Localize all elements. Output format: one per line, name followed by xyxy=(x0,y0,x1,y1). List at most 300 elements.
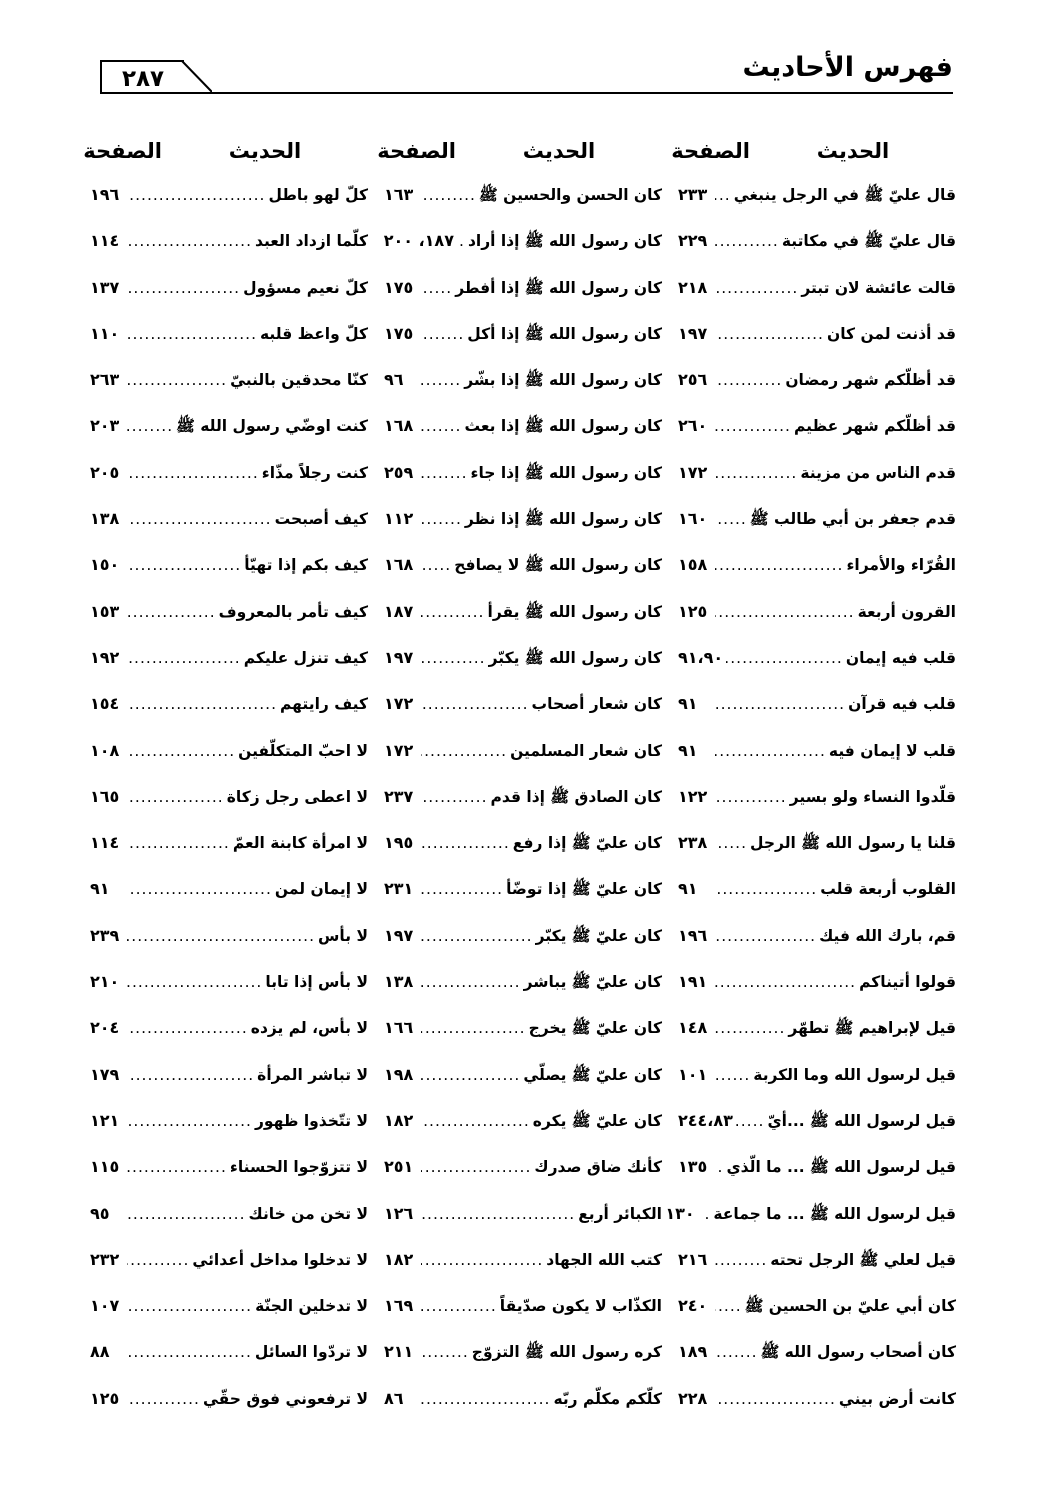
dot-leader xyxy=(421,691,529,717)
dot-leader xyxy=(127,228,252,254)
dot-leader xyxy=(702,1201,710,1227)
hadith-text: لا بأس، لم يزده xyxy=(250,1019,368,1038)
index-entry xyxy=(90,367,368,413)
hadith-text: كيف أصبحت xyxy=(274,510,368,529)
hadith-text: قيل لعلي ﷺ الرجل تحته xyxy=(770,1250,956,1269)
index-entry xyxy=(90,1154,368,1200)
index-entry xyxy=(90,691,368,737)
page-reference: ١٧٢ xyxy=(384,740,414,760)
hadith-text: كان رسول الله ﷺ إذا أفطر xyxy=(455,278,662,297)
dot-leader xyxy=(127,830,230,856)
page-reference: ١٦٠ xyxy=(678,509,708,529)
index-entries xyxy=(665,182,956,1432)
dot-leader xyxy=(421,1247,543,1273)
hadith-column-label: الحديث xyxy=(228,139,302,163)
index-entry xyxy=(90,738,368,784)
index-entry xyxy=(384,1201,662,1247)
index-entry xyxy=(384,1062,662,1108)
hadith-text: لا تردّوا السائل xyxy=(254,1343,368,1362)
hadith-text: كلّكم مكلّم ربّه xyxy=(553,1389,662,1408)
page-reference: ١٨٩ xyxy=(678,1342,708,1362)
hadith-text: كان رسول الله ﷺ إذا أكل xyxy=(467,324,662,343)
dot-leader xyxy=(715,784,787,810)
dot-leader xyxy=(715,228,779,254)
index-entry xyxy=(678,1386,956,1432)
dot-leader xyxy=(715,830,747,856)
index-entry xyxy=(678,413,956,459)
page-reference: ١٩٧ xyxy=(678,323,708,343)
hadith-text: لا اعطى رجل زكاة xyxy=(226,787,368,806)
index-entry xyxy=(384,1293,662,1339)
page-reference: ٩١ xyxy=(678,694,698,714)
dot-leader xyxy=(715,552,843,578)
page-reference: ٢٠٤ xyxy=(90,1018,120,1038)
index-entry xyxy=(678,1339,956,1385)
index-entry xyxy=(678,182,956,228)
index-entry xyxy=(90,1293,368,1339)
index-entry xyxy=(384,599,662,645)
page-reference: ١٩٥ xyxy=(384,833,414,853)
page-reference: ٨٦ xyxy=(384,1388,404,1408)
index-entry xyxy=(90,228,368,274)
index-entry xyxy=(665,1201,956,1247)
page-reference: ١٩١ xyxy=(678,972,708,992)
index-entry xyxy=(90,1247,368,1293)
dot-leader xyxy=(421,1108,530,1134)
index-entry xyxy=(90,645,368,691)
page-reference: ١١٠ xyxy=(90,323,120,343)
page-reference: ١٩٢ xyxy=(90,647,120,667)
hadith-text: كان رسول الله ﷺ إذا بعث xyxy=(464,417,662,436)
page-reference: ١٣٨ xyxy=(90,509,120,529)
dot-leader xyxy=(127,738,235,764)
hadith-text: كلّما ازداد العبد xyxy=(255,232,368,251)
page-reference: ١٨٢ xyxy=(384,1249,414,1269)
index-entries xyxy=(90,182,368,1432)
hadith-text: كنت اوضّي رسول الله ﷺ xyxy=(176,417,368,436)
hadith-text: لا إيمان لمن xyxy=(274,880,368,899)
page-reference: ٢١١ xyxy=(384,1342,414,1362)
page-reference: ١٣٠ xyxy=(665,1203,695,1223)
index-entry xyxy=(90,552,368,598)
index-entry xyxy=(90,413,368,459)
hadith-text: كيف رايتهم xyxy=(280,695,368,714)
index-title: فهرس الأحاديث xyxy=(742,52,953,83)
page-reference: ٢٣٨ xyxy=(678,833,708,853)
dot-leader xyxy=(421,1062,520,1088)
index-entry xyxy=(384,413,662,459)
hadith-text: لا تتّخذوا ظهور xyxy=(254,1111,368,1130)
hadith-text: قيل لرسول الله ﷺ ... ما جماعة xyxy=(713,1204,956,1223)
page-reference: ١٦٩ xyxy=(384,1296,414,1316)
dot-leader xyxy=(715,460,797,486)
index-entry xyxy=(678,460,956,506)
index-entry xyxy=(678,1247,956,1293)
index-column-2 xyxy=(377,135,662,1432)
dot-leader xyxy=(127,1339,252,1365)
index-entry xyxy=(90,460,368,506)
page-reference: ١٢٥ xyxy=(678,601,708,621)
hadith-text: لا ترفعوني فوق حقّي xyxy=(202,1389,368,1408)
dot-leader xyxy=(127,413,173,439)
hadith-text: القلوب أربعة قلب xyxy=(820,880,956,899)
hadith-text: كان عليّ ﷺ يصلّي xyxy=(523,1065,662,1084)
index-entry xyxy=(678,784,956,830)
index-entry xyxy=(90,1339,368,1385)
dot-leader xyxy=(127,876,272,902)
page-reference: ١١٢ xyxy=(384,509,414,529)
dot-leader xyxy=(127,1108,252,1134)
dot-leader xyxy=(127,599,216,625)
page-reference: ٢٦٣ xyxy=(90,370,120,390)
dot-leader xyxy=(421,367,461,393)
page-reference: ٢٢٩ xyxy=(678,231,708,251)
dot-leader xyxy=(421,1339,469,1365)
hadith-text: لا احبّ المتكلّفين xyxy=(238,741,368,760)
hadith-text: كلّ نعيم مسؤول xyxy=(243,278,368,297)
index-entry xyxy=(384,321,662,367)
page-reference: ١٦٨ xyxy=(384,555,414,575)
dot-leader xyxy=(457,228,465,254)
dot-leader xyxy=(421,321,464,347)
page-reference: ٢٦٠ xyxy=(678,416,708,436)
dot-leader xyxy=(715,1386,836,1412)
dot-leader xyxy=(127,275,240,301)
index-entry xyxy=(90,1108,368,1154)
dot-leader xyxy=(715,367,782,393)
page-reference: ٢١٨ xyxy=(678,277,708,297)
hadith-text: قيل لرسول الله ﷺ ...أيّ xyxy=(767,1111,956,1130)
hadith-text: كلّ واعظ قلبه xyxy=(260,324,368,343)
page-reference: ١٥٨ xyxy=(678,555,708,575)
index-entry xyxy=(384,691,662,737)
hadith-text: كان رسول الله ﷺ إذا بشّر xyxy=(464,371,662,390)
column-header xyxy=(377,135,662,167)
index-entry xyxy=(384,506,662,552)
page-number-frame-slant xyxy=(176,60,212,93)
page-reference: ١٦٨ xyxy=(384,416,414,436)
dot-leader xyxy=(715,1062,750,1088)
dot-leader xyxy=(421,1386,550,1412)
page-reference: ١٦٦ xyxy=(384,1018,414,1038)
hadith-text: كان أبي عليّ بن الحسين ﷺ xyxy=(744,1297,956,1316)
dot-leader xyxy=(715,1293,742,1319)
index-entry xyxy=(90,969,368,1015)
page-reference: ١٧٥ xyxy=(384,277,414,297)
page-reference: ١٥٤ xyxy=(90,694,120,714)
hadith-column-label: الحديث xyxy=(522,139,596,163)
hadith-text: قد أذنت لمن كان xyxy=(826,324,956,343)
index-entry xyxy=(384,969,662,1015)
dot-leader xyxy=(715,1154,723,1180)
index-entry xyxy=(384,923,662,969)
dot-leader xyxy=(421,784,488,810)
dot-leader xyxy=(421,275,452,301)
index-entry xyxy=(678,876,956,922)
hadith-text: كان شعار أصحاب xyxy=(531,695,662,714)
hadith-text: لا تدخلوا مداخل أعدائي xyxy=(192,1250,368,1269)
dot-leader xyxy=(127,1247,189,1273)
index-entry xyxy=(384,645,662,691)
dot-leader xyxy=(421,552,451,578)
hadith-text: لا بأس xyxy=(318,926,368,945)
hadith-text: كأنك ضاق صدرك xyxy=(534,1158,662,1177)
hadith-text: قلنا يا رسول الله ﷺ الرجل xyxy=(750,834,956,853)
page-reference: ١٣٥ xyxy=(678,1157,708,1177)
dot-leader xyxy=(127,367,227,393)
dot-leader xyxy=(715,876,817,902)
dot-leader xyxy=(127,1154,227,1180)
hadith-text: كان الصادق ﷺ إذا قدم xyxy=(490,787,662,806)
index-entry xyxy=(384,552,662,598)
index-entry xyxy=(384,784,662,830)
hadith-text: كان رسول الله ﷺ يكبّر xyxy=(488,648,662,667)
page-reference: ٢١٦ xyxy=(678,1249,708,1269)
page-reference: ٩٦ xyxy=(384,370,404,390)
column-header xyxy=(671,135,956,167)
page-reference: ١٧٢ xyxy=(384,694,414,714)
index-entry xyxy=(384,460,662,506)
hadith-text: كتب الله الجهاد xyxy=(546,1250,662,1269)
index-entry xyxy=(90,1201,368,1247)
dot-leader xyxy=(421,738,507,764)
index-entry xyxy=(384,1247,662,1293)
dot-leader xyxy=(421,1201,575,1227)
page-reference: ١١٤ xyxy=(90,833,120,853)
index-columns xyxy=(83,135,956,1432)
header-rule xyxy=(100,92,953,94)
dot-leader xyxy=(421,506,462,532)
dot-leader xyxy=(127,1015,248,1041)
dot-leader xyxy=(127,506,272,532)
index-entry xyxy=(384,1339,662,1385)
dot-leader xyxy=(127,1062,254,1088)
dot-leader xyxy=(421,413,461,439)
hadith-text: قدم جعفر بن أبي طالب ﷺ xyxy=(749,510,956,529)
index-entry xyxy=(90,1062,368,1108)
hadith-text: قد أظلّكم شهر عظيم xyxy=(794,417,956,436)
page-number: ٢٨٧ xyxy=(100,60,184,92)
index-entry xyxy=(90,321,368,367)
dot-leader xyxy=(421,1015,526,1041)
page-reference: ١٢٦ xyxy=(384,1203,414,1223)
dot-leader xyxy=(715,321,824,347)
index-entry xyxy=(678,275,956,321)
page-reference: ٩٥ xyxy=(90,1203,110,1223)
page-reference: ٢٣٧ xyxy=(384,786,414,806)
index-entry xyxy=(678,321,956,367)
page-reference: ١١٥ xyxy=(90,1157,120,1177)
dot-leader xyxy=(421,1293,497,1319)
index-column-1 xyxy=(665,135,956,1432)
hadith-text: كان عليّ ﷺ يخرج xyxy=(528,1019,662,1038)
dot-leader xyxy=(421,460,468,486)
index-entry xyxy=(90,506,368,552)
page-reference: ١٨٧، ٢٠٠ xyxy=(383,231,454,251)
hadith-text: لا بأس إذا تابا xyxy=(265,973,368,992)
index-entry xyxy=(678,738,956,784)
page-reference: ١٣٧ xyxy=(90,277,120,297)
dot-leader xyxy=(715,1339,758,1365)
hadith-text: لا تدخلين الجنّة xyxy=(255,1297,368,1316)
hadith-text: كان عليّ ﷺ إذا رفع xyxy=(512,834,662,853)
hadith-text: كان رسول الله ﷺ يقرأ xyxy=(487,602,662,621)
index-entry xyxy=(678,969,956,1015)
hadith-text: لا تخن من خانك xyxy=(248,1204,368,1223)
index-entry xyxy=(384,738,662,784)
index-entry xyxy=(90,599,368,645)
hadith-text: قدم الناس من مزينة xyxy=(800,463,956,482)
index-entry xyxy=(90,784,368,830)
page-reference: ٢٥٩ xyxy=(384,462,414,482)
hadith-text: لا تتزوّجوا الحسناء xyxy=(229,1158,368,1177)
index-entry xyxy=(384,1015,662,1061)
page-reference: ١٤٨ xyxy=(678,1018,708,1038)
hadith-text: كان عليّ ﷺ يكبّر xyxy=(535,926,662,945)
hadith-text: القُرّاء والأمراء xyxy=(846,556,956,575)
dot-leader xyxy=(421,969,521,995)
page-reference: ٢٣٣ xyxy=(678,185,708,204)
page-reference: ٩١ xyxy=(678,740,698,760)
index-entry xyxy=(384,830,662,876)
page-reference: ٢٤٤،٨٣ xyxy=(678,1110,733,1130)
page-reference: ١٥٣ xyxy=(90,601,120,621)
index-entry xyxy=(384,275,662,321)
hadith-text: كان عليّ ﷺ إذا توضّأ xyxy=(506,880,662,899)
page-reference: ١٠٨ xyxy=(90,740,120,760)
page-reference: ١٨٢ xyxy=(384,1110,414,1130)
index-entry xyxy=(90,275,368,321)
page-reference: ١٩٦ xyxy=(90,185,120,204)
dot-leader xyxy=(421,182,476,208)
index-entry xyxy=(90,923,368,969)
dot-leader xyxy=(127,691,277,717)
page-reference: ١٧٢ xyxy=(678,462,708,482)
hadith-text: كان رسول الله ﷺ لا يصافح xyxy=(454,556,662,575)
hadith-text: كان الحسن والحسين ﷺ xyxy=(479,186,662,204)
dot-leader xyxy=(421,599,485,625)
page-reference: ١٩٧ xyxy=(384,647,414,667)
dot-leader xyxy=(715,506,747,532)
index-entry xyxy=(678,1108,956,1154)
index-entry xyxy=(678,552,956,598)
page-reference: ١٢٥ xyxy=(90,1388,120,1408)
page-reference: ١٩٦ xyxy=(678,925,708,945)
hadith-text: الكبائر أربع xyxy=(578,1204,662,1223)
dot-leader xyxy=(715,969,856,995)
page-reference: ٩١ xyxy=(678,879,698,899)
hadith-text: قلب لا إيمان فيه xyxy=(828,741,956,760)
index-entry xyxy=(678,691,956,737)
hadith-text: كيف بكم إذا تهيّأ xyxy=(244,556,368,575)
dot-leader xyxy=(421,876,503,902)
page-reference: ١٦٣ xyxy=(384,185,414,204)
index-entry xyxy=(384,876,662,922)
page-reference: ٢٣٢ xyxy=(90,1249,120,1269)
index-entry xyxy=(384,367,662,413)
dot-leader xyxy=(421,830,510,856)
hadith-text: كنت رجلاً مذّاء xyxy=(261,463,368,482)
page-reference: ٢٣١ xyxy=(384,879,414,899)
index-entry xyxy=(678,923,956,969)
page-reference: ١٠١ xyxy=(678,1064,708,1084)
index-entry xyxy=(678,830,956,876)
dot-leader xyxy=(715,275,798,301)
hadith-column-label: الحديث xyxy=(816,139,890,163)
dot-leader xyxy=(127,1386,200,1412)
dot-leader xyxy=(421,1154,531,1180)
dot-leader xyxy=(726,645,843,671)
index-entry xyxy=(678,228,956,274)
hadith-text: قلب فيه قرآن xyxy=(848,695,956,714)
page-reference: ١٩٨ xyxy=(384,1064,414,1084)
hadith-text: لا تباشر المرأة xyxy=(257,1065,368,1084)
dot-leader xyxy=(715,923,816,949)
hadith-text: القرون أربعة xyxy=(857,602,956,621)
hadith-text: الكذّاب لا يكون صدّيقاً xyxy=(499,1297,662,1316)
dot-leader xyxy=(715,599,855,625)
dot-leader xyxy=(127,552,241,578)
dot-leader xyxy=(127,923,315,949)
index-entry xyxy=(384,1154,662,1200)
page-column-label: الصفحة xyxy=(671,139,750,163)
hadith-text: كان عليّ ﷺ يباشر xyxy=(523,973,662,992)
dot-leader xyxy=(715,182,731,208)
page-reference: ٩١،٩٠ xyxy=(678,647,724,667)
dot-leader xyxy=(127,969,262,995)
hadith-text: كان رسول الله ﷺ إذا أراد xyxy=(467,232,662,251)
index-entry xyxy=(90,876,368,922)
hadith-text: قد أظلّكم شهر رمضان xyxy=(785,371,956,390)
page-reference: ٢٥٦ xyxy=(678,370,708,390)
hadith-text: كلّ لهو باطل xyxy=(268,186,368,204)
page-reference: ٢٠٣ xyxy=(90,416,120,436)
page-reference: ٢٤٠ xyxy=(678,1296,708,1316)
hadith-text: لا امرأة كابنة العمّ xyxy=(232,834,368,853)
dot-leader xyxy=(421,923,533,949)
hadith-text: قيل لرسول الله ﷺ ... ما الّذي xyxy=(726,1158,956,1177)
page-reference: ٢٢٨ xyxy=(678,1388,708,1408)
page-reference: ١٧٥ xyxy=(384,323,414,343)
page-reference: ٢١٠ xyxy=(90,972,120,992)
hadith-text: كره رسول الله ﷺ التزوّج xyxy=(471,1343,662,1362)
page-reference: ١٦٥ xyxy=(90,786,120,806)
index-entry xyxy=(384,1108,662,1154)
page-column-label: الصفحة xyxy=(83,139,162,163)
page-reference: ٢٣٩ xyxy=(90,925,120,945)
page-reference: ١٢٢ xyxy=(678,786,708,806)
hadith-text: قالت عائشة لان تبتر xyxy=(801,278,956,297)
hadith-text: قلب فيه إيمان xyxy=(845,648,956,667)
hadith-text: قال عليّ ﷺ في مكاتبة xyxy=(781,232,956,251)
index-entry xyxy=(678,506,956,552)
dot-leader xyxy=(736,1108,765,1134)
hadith-text: قلّدوا النساء ولو بسير xyxy=(789,787,956,806)
page-reference: ١٩٧ xyxy=(384,925,414,945)
page-reference: ١٠٧ xyxy=(90,1296,120,1316)
dot-leader xyxy=(127,182,266,208)
index-entry xyxy=(678,1062,956,1108)
page-reference: ٨٨ xyxy=(90,1342,110,1362)
hadith-text: كان عليّ ﷺ يكره xyxy=(532,1111,662,1130)
index-entry xyxy=(678,599,956,645)
index-entry xyxy=(678,1154,956,1200)
dot-leader xyxy=(715,738,826,764)
dot-leader xyxy=(421,645,486,671)
hadith-text: قم، بارك الله فيك xyxy=(819,926,956,945)
page-reference: ١١٤ xyxy=(90,231,120,251)
index-entry xyxy=(90,830,368,876)
